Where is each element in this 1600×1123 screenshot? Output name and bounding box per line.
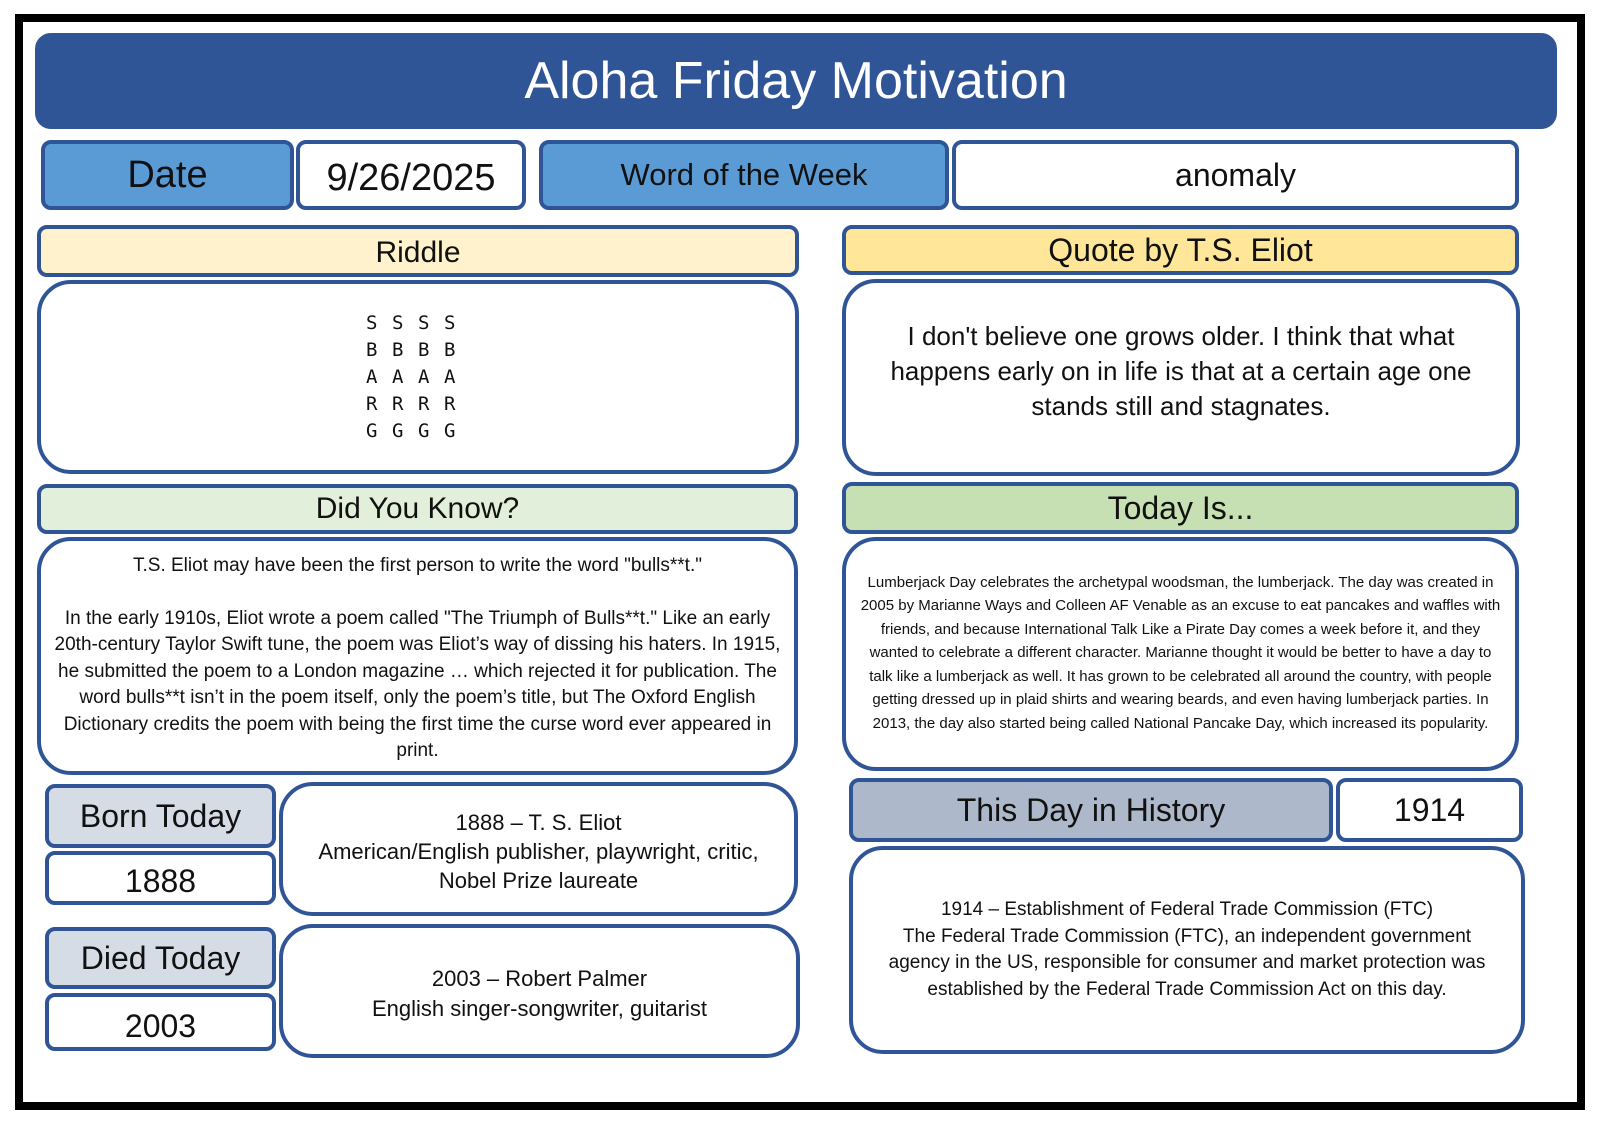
word-of-week-label: Word of the Week [539, 140, 949, 210]
born-today-panel [279, 782, 798, 916]
riddle-letter: G [392, 420, 404, 442]
died-today-description: English singer-songwriter, guitarist [371, 996, 708, 1021]
died-today-label: Died Today [45, 927, 276, 989]
riddle-letter: S [418, 312, 430, 334]
died-today-year: 2003 [45, 993, 276, 1051]
riddle-letter: B [366, 339, 378, 361]
riddle-letter: A [392, 366, 404, 388]
riddle-letter: R [392, 393, 404, 415]
riddle-letter: R [366, 393, 378, 415]
history-event-title: 1914 – Establishment of Federal Trade Commission (FTC) [940, 899, 1434, 920]
born-today-name: 1888 – T. S. Eliot [455, 809, 622, 835]
riddle-heading: Riddle [37, 225, 799, 277]
did-you-know-panel [37, 537, 798, 775]
did-you-know-body: In the early 1910s, Eliot wrote a poem called "The Triumph of Bulls**t." Like an early 20th-century Taylor Swift tune, the poem was Eliot’s way of dissing his haters. In 1915, he submitted the poem to a London magazine … which rejected it for publication. The word bulls**t isn’t in the poem itself, only the poem’s title, but The Oxford English Dictionary credits the poem with being the first time the curse word ever appeared in print. [54, 607, 781, 761]
riddle-letter: S [392, 312, 404, 334]
today-is-heading: Today Is... [842, 482, 1519, 534]
riddle-letter: R [418, 393, 430, 415]
riddle-panel [37, 280, 799, 474]
riddle-letter: S [366, 312, 378, 334]
born-today-description: American/English publisher, playwright, critic, Nobel Prize laureate [318, 838, 759, 893]
died-today-name: 2003 – Robert Palmer [431, 966, 648, 991]
today-is-text: Lumberjack Day celebrates the archetypal woodsman, the lumberjack. The day was created in 2005 by Marianne Ways and Colleen AF Venable as an excuse to eat pancakes and waffles with friends, and because International Talk Like a Pirate Day comes a week before it, and they wanted to celebrate a different character. Marianne thought it would be better to have a day to talk like a lumberjack as well. It has grown to be celebrated all around the country, with people getting dressed up in plaid shirts and wearing beards, and even having lumberjack parties. In 2013, the day also started being called National Pancake Day, which increased its popularity. [842, 537, 1519, 771]
did-you-know-intro: T.S. Eliot may have been the first person to write the word "bulls**t." [133, 555, 702, 576]
riddle-letter: A [418, 366, 430, 388]
riddle-letter: A [366, 366, 378, 388]
riddle-letter: B [392, 339, 404, 361]
riddle-letter: B [418, 339, 430, 361]
born-today-label: Born Today [45, 784, 276, 848]
riddle-letter: G [418, 420, 430, 442]
did-you-know-heading: Did You Know? [37, 484, 798, 534]
riddle-letter: S [444, 312, 456, 334]
page-title: Aloha Friday Motivation [35, 33, 1557, 129]
riddle-grid [366, 310, 470, 444]
history-year: 1914 [1336, 778, 1523, 842]
history-event-description: The Federal Trade Commission (FTC), an independent government agency in the US, responsible for consumer and market protection was established by the Federal Trade Commission Act on this day. [888, 925, 1486, 1000]
history-label: This Day in History [849, 778, 1333, 842]
riddle-letter: A [444, 366, 456, 388]
riddle-letter: B [444, 339, 456, 361]
quote-heading: Quote by T.S. Eliot [842, 225, 1519, 275]
riddle-letter: R [444, 393, 456, 415]
date-value: 9/26/2025 [296, 140, 526, 210]
born-today-year: 1888 [45, 851, 276, 905]
died-today-panel [279, 924, 800, 1058]
word-of-week-value: anomaly [952, 140, 1519, 210]
history-panel [849, 846, 1525, 1054]
quote-text: I don't believe one grows older. I think that what happens early on in life is that at a certain age one stands still and stagnates. [842, 279, 1520, 476]
date-label: Date [41, 140, 294, 210]
riddle-letter: G [444, 420, 456, 442]
riddle-letter: G [366, 420, 378, 442]
